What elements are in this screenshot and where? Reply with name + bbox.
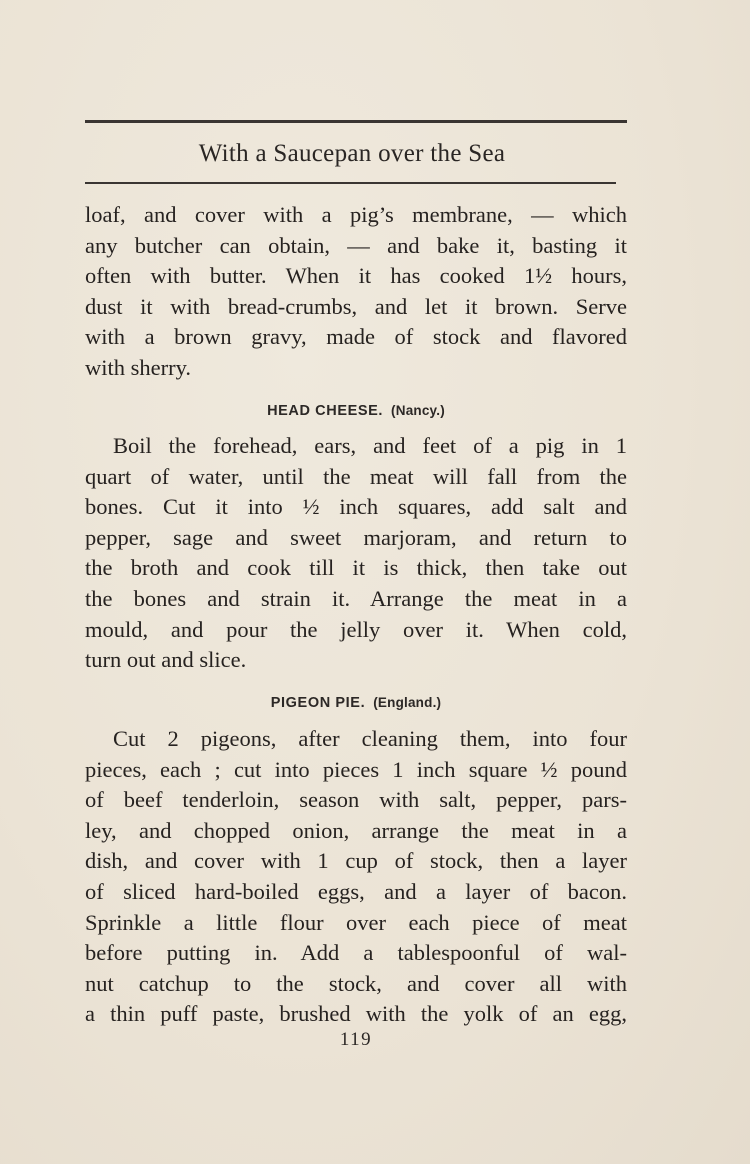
text-line: Boil the forehead, ears, and feet of a pig in 1 bbox=[113, 433, 627, 458]
text-line: Cut 2 pigeons, after cleaning them, into four bbox=[113, 726, 627, 751]
text-line: pieces, each ; cut into pieces 1 inch square ½ pound bbox=[85, 756, 627, 782]
text-line: of beef tenderloin, season with salt, pepper, pars- bbox=[85, 787, 627, 813]
text-line: with a brown gravy, made of stock and flavored bbox=[85, 324, 627, 350]
recipe-heading-pigeon-pie bbox=[85, 695, 627, 711]
running-head: With a Saucepan over the Sea bbox=[198, 140, 506, 167]
text-line: the bones and strain it. Arrange the meat in a bbox=[85, 585, 627, 611]
text-line: often with butter. When it has cooked 1½ hours, bbox=[85, 263, 627, 289]
text-line: pepper, sage and sweet marjoram, and return to bbox=[85, 524, 627, 550]
text-line: loaf, and cover with a pig’s membrane, — which bbox=[85, 202, 627, 227]
page-number: 119 bbox=[339, 1029, 373, 1050]
text-line: ley, and chopped onion, arrange the meat in a bbox=[85, 817, 627, 843]
header-rule-top bbox=[85, 120, 627, 123]
text-line: of sliced hard-boiled eggs, and a layer of bacon. bbox=[85, 878, 627, 904]
text-line: a thin puff paste, brushed with the yolk of an egg, bbox=[85, 1001, 627, 1027]
text-line: turn out and slice. bbox=[85, 647, 247, 673]
text-line: with sherry. bbox=[85, 354, 192, 380]
recipe-heading-head-cheese bbox=[85, 403, 627, 419]
text-line: before putting in. Add a tablespoonful of wal- bbox=[85, 940, 627, 966]
text-line: quart of water, until the meat will fall from the bbox=[85, 463, 627, 489]
recipe-title: PIGEON PIE. bbox=[270, 695, 366, 711]
paragraph-pigeon-pie bbox=[85, 724, 627, 1030]
recipe-title: HEAD CHEESE. bbox=[267, 403, 384, 419]
text-line: nut catchup to the stock, and cover all with bbox=[85, 970, 627, 996]
text-line: bones. Cut it into ½ inch squares, add salt and bbox=[85, 494, 627, 520]
recipe-origin: (England.) bbox=[373, 695, 442, 710]
paragraph-continuation bbox=[85, 200, 627, 384]
recipe-origin: (Nancy.) bbox=[391, 403, 445, 418]
text-line: dish, and cover with 1 cup of stock, then a layer bbox=[85, 848, 627, 874]
text-line: any butcher can obtain, — and bake it, basting it bbox=[85, 232, 627, 258]
text-line: the broth and cook till it is thick, then take out bbox=[85, 555, 627, 581]
text-line: mould, and pour the jelly over it. When cold, bbox=[85, 616, 627, 642]
header-rule-bottom bbox=[85, 182, 616, 184]
paragraph-head-cheese bbox=[85, 431, 627, 676]
text-line: Sprinkle a little flour over each piece of meat bbox=[85, 909, 627, 935]
text-line: dust it with bread-crumbs, and let it brown. Serve bbox=[85, 293, 627, 319]
